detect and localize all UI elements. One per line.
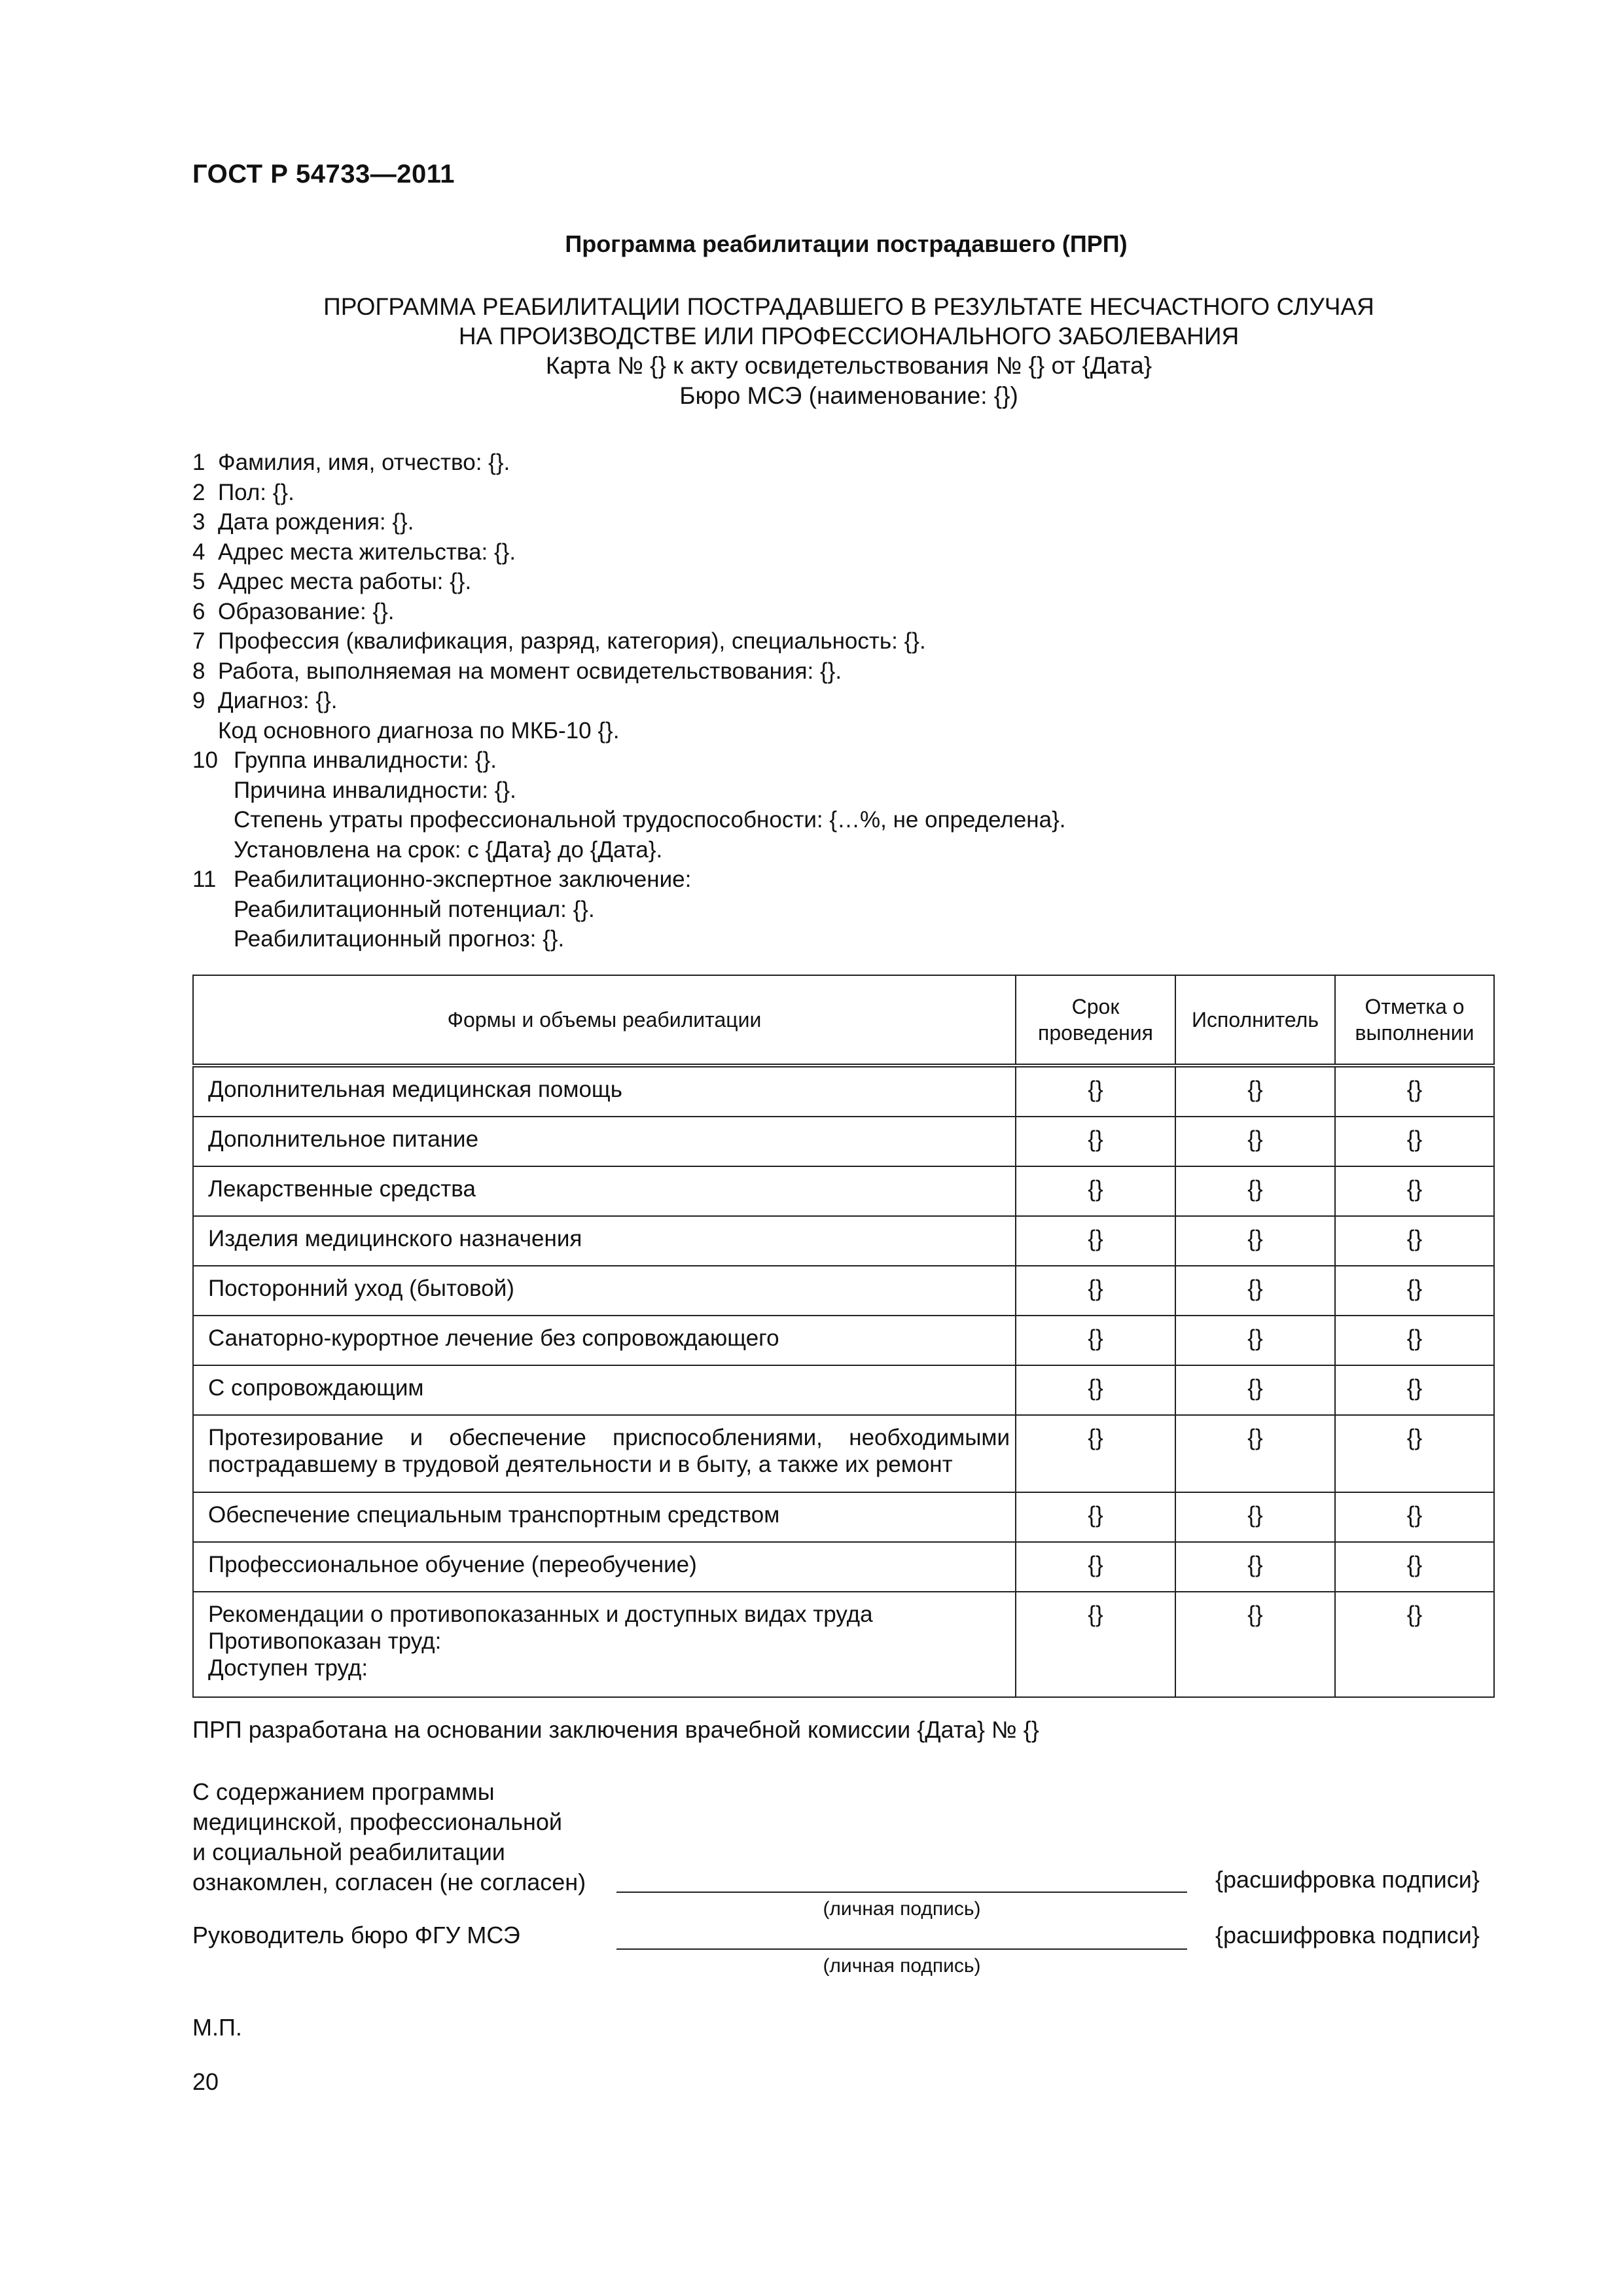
ack-line-4: ознакомлен, согласен (не согласен) [192, 1869, 586, 1895]
item-subtext: Реабилитационный потенциал: {}. [234, 896, 595, 922]
item-text: Профессия (квалификация, разряд, категория), специальность: {}. [218, 628, 926, 654]
form-cell: Протезирование и обеспечение приспособлениями, необходимыми пострадавшему в трудовой деятельности и в быту, а также их ремонт [193, 1415, 1016, 1492]
form-cell: Посторонний уход (бытовой) [193, 1266, 1016, 1316]
header-term-line-2: проведения [1038, 1021, 1153, 1045]
table-row [193, 1592, 1494, 1697]
table-row [193, 1542, 1494, 1592]
item-number: 7 [192, 628, 205, 654]
ack-line-1: С содержанием программы [192, 1778, 495, 1805]
form-cell-text: Рекомендации о противопоказанных и доступных видах труда [208, 1602, 873, 1627]
executor-cell: {} [1175, 1592, 1335, 1697]
item-number: 10 [192, 747, 218, 773]
header-mark [1335, 975, 1494, 1066]
header-mark-line-1: Отметка о [1364, 995, 1465, 1018]
header-executor: Исполнитель [1175, 975, 1335, 1066]
item-text: Диагноз: {}. [218, 688, 338, 713]
item-number: 5 [192, 569, 205, 594]
mark-cell: {} [1335, 1117, 1494, 1166]
item-number: 6 [192, 598, 205, 624]
form-cell: Лекарственные средства [193, 1166, 1016, 1216]
bureau-head-label: Руководитель бюро ФГУ МСЭ [192, 1922, 520, 1948]
table-row [193, 1492, 1494, 1542]
form-cell: Изделия медицинского назначения [193, 1216, 1016, 1266]
item-number: 11 [192, 867, 217, 892]
executor-cell: {} [1175, 1316, 1335, 1365]
mark-cell: {} [1335, 1166, 1494, 1216]
form-cell [193, 1592, 1016, 1697]
executor-cell: {} [1175, 1542, 1335, 1592]
table-row [193, 1216, 1494, 1266]
executor-cell: {} [1175, 1166, 1335, 1216]
table-row [193, 1066, 1494, 1117]
stamp-place: М.П. [192, 2014, 242, 2041]
item-text: Образование: {}. [218, 598, 395, 624]
item-subtext: Установлена на срок: с {Дата} до {Дата}. [234, 836, 663, 863]
term-cell: {} [1016, 1216, 1175, 1266]
item-number: 2 [192, 479, 205, 505]
head-signature-caption: (личная подпись) [823, 1955, 981, 1977]
table-row [193, 1365, 1494, 1415]
mark-cell: {} [1335, 1542, 1494, 1592]
item-subtext: Степень утраты профессиональной трудоспособности: {…%, не определена}. [234, 807, 1066, 833]
term-cell: {} [1016, 1166, 1175, 1216]
term-cell: {} [1016, 1542, 1175, 1592]
patient-signature-line[interactable] [616, 1892, 1187, 1893]
item-text: Реабилитационно-экспертное заключение: [234, 867, 692, 892]
executor-cell: {} [1175, 1066, 1335, 1117]
executor-cell: {} [1175, 1492, 1335, 1542]
mark-cell: {} [1335, 1066, 1494, 1117]
head-signature-line[interactable] [616, 1948, 1187, 1950]
item-text: Пол: {}. [218, 479, 294, 505]
mark-cell: {} [1335, 1266, 1494, 1316]
item-subtext: Причина инвалидности: {}. [234, 777, 516, 803]
program-title-line-1: ПРОГРАММА РЕАБИЛИТАЦИИ ПОСТРАДАВШЕГО В РЕЗУЛЬТАТЕ НЕСЧАСТНОГО СЛУЧАЯ [323, 293, 1374, 320]
form-cell: Дополнительное питание [193, 1117, 1016, 1166]
header-term-line-1: Срок [1071, 995, 1120, 1018]
patient-signature-caption: (личная подпись) [823, 1898, 981, 1920]
item-number: 9 [192, 688, 205, 713]
item-text: Дата рождения: {}. [218, 509, 414, 535]
mark-cell: {} [1335, 1492, 1494, 1542]
header-mark-line-2: выполнении [1355, 1021, 1474, 1045]
term-cell: {} [1016, 1415, 1175, 1492]
table-header-row [193, 975, 1494, 1066]
mark-cell: {} [1335, 1415, 1494, 1492]
ack-line-3: и социальной реабилитации [192, 1839, 505, 1865]
card-line: Карта № {} к акту освидетельствования № {} от {Дата} [545, 352, 1152, 379]
mark-cell: {} [1335, 1316, 1494, 1365]
item-text: Работа, выполняемая на момент освидетельствования: {}. [218, 658, 842, 684]
item-text: Фамилия, имя, отчество: {}. [218, 450, 510, 475]
standard-code: ГОСТ Р 54733—2011 [192, 160, 455, 188]
item-subtext: Код основного диагноза по МКБ-10 {}. [218, 717, 620, 744]
form-cell-available: Доступен труд: [208, 1655, 368, 1681]
term-cell: {} [1016, 1316, 1175, 1365]
executor-cell: {} [1175, 1365, 1335, 1415]
term-cell: {} [1016, 1266, 1175, 1316]
term-cell: {} [1016, 1066, 1175, 1117]
program-title-line-2: НА ПРОИЗВОДСТВЕ ИЛИ ПРОФЕССИОНАЛЬНОГО ЗАБОЛЕВАНИЯ [458, 323, 1240, 350]
basis-statement: ПРП разработана на основании заключения врачебной комиссии {Дата} № {} [192, 1716, 1039, 1743]
item-subtext: Реабилитационный прогноз: {}. [234, 926, 565, 952]
form-cell-contraindicated: Противопоказан труд: [208, 1628, 442, 1654]
bureau-line: Бюро МСЭ (наименование: {}) [679, 382, 1018, 409]
table-row [193, 1166, 1494, 1216]
table-row [193, 1266, 1494, 1316]
form-cell: Санаторно-курортное лечение без сопровождающего [193, 1316, 1016, 1365]
term-cell: {} [1016, 1365, 1175, 1415]
form-cell: С сопровождающим [193, 1365, 1016, 1415]
item-text: Адрес места работы: {}. [218, 569, 472, 594]
table-row [193, 1415, 1494, 1492]
term-cell: {} [1016, 1117, 1175, 1166]
header-term [1016, 975, 1175, 1066]
item-number: 1 [192, 450, 205, 475]
form-cell: Обеспечение специальным транспортным средством [193, 1492, 1016, 1542]
term-cell: {} [1016, 1592, 1175, 1697]
item-text: Адрес места жительства: {}. [218, 539, 516, 565]
page-number: 20 [192, 2068, 219, 2095]
mark-cell: {} [1335, 1592, 1494, 1697]
item-number: 8 [192, 658, 205, 684]
header-forms: Формы и объемы реабилитации [193, 975, 1016, 1066]
mark-cell: {} [1335, 1365, 1494, 1415]
term-cell: {} [1016, 1492, 1175, 1542]
table-row [193, 1117, 1494, 1166]
form-cell: Дополнительная медицинская помощь [193, 1066, 1016, 1117]
rehabilitation-table [192, 975, 1495, 1698]
item-number: 3 [192, 509, 205, 535]
executor-cell: {} [1175, 1266, 1335, 1316]
mark-cell: {} [1335, 1216, 1494, 1266]
executor-cell: {} [1175, 1415, 1335, 1492]
ack-line-2: медицинской, профессиональной [192, 1808, 562, 1835]
head-signature-decode: {расшифровка подписи} [1215, 1922, 1480, 1948]
program-subtitle: Программа реабилитации пострадавшего (ПРП) [565, 230, 1128, 257]
acknowledgement-block [192, 1777, 586, 1897]
executor-cell: {} [1175, 1117, 1335, 1166]
item-number: 4 [192, 539, 205, 565]
table-row [193, 1316, 1494, 1365]
patient-signature-decode: {расшифровка подписи} [1215, 1866, 1480, 1893]
executor-cell: {} [1175, 1216, 1335, 1266]
form-cell: Профессиональное обучение (переобучение) [193, 1542, 1016, 1592]
item-text: Группа инвалидности: {}. [234, 747, 497, 773]
